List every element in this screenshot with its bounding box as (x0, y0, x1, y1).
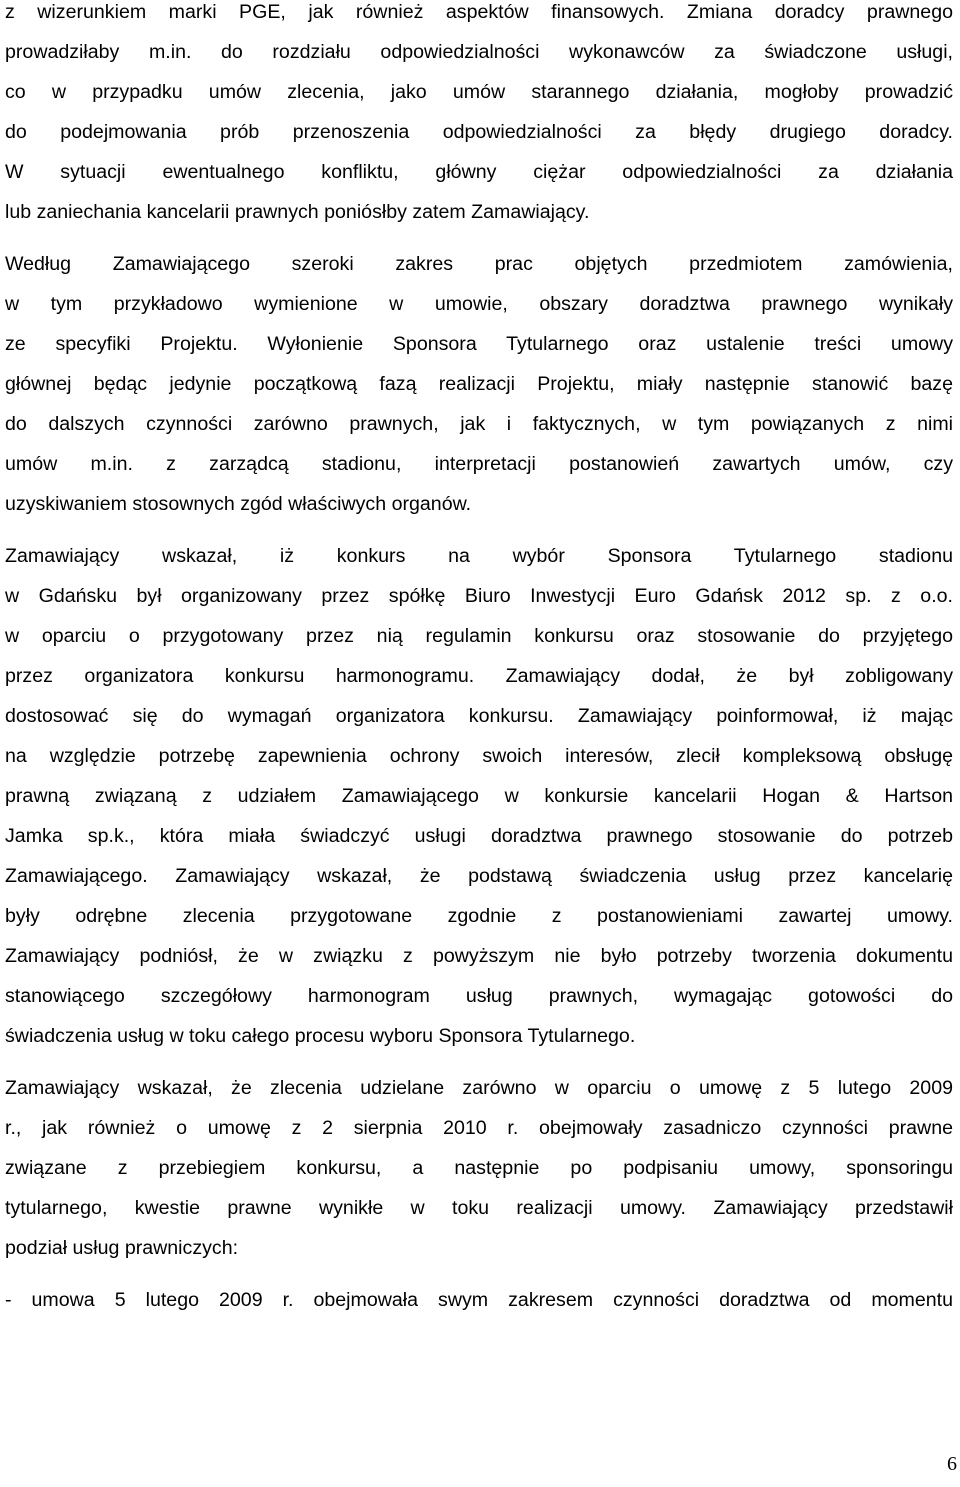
text-line: Zamawiający podniósł, że w związku z powyższym nie było potrzeby tworzenia dokumentu (5, 945, 953, 967)
text-line: związane z przebiegiem konkursu, a następnie po podpisaniu umowy, sponsoringu (5, 1157, 953, 1179)
text-line: w oparciu o przygotowany przez nią regulamin konkursu oraz stosowanie do przyjętego (5, 625, 953, 647)
text-line: Jamka sp.k., która miała świadczyć usługi doradztwa prawnego stosowanie do potrzeb (5, 825, 953, 847)
document-page (5, 0, 953, 1320)
paragraph-scope-of-work (5, 244, 953, 524)
text-line: dostosować się do wymagań organizatora konkursu. Zamawiający poinformował, iż mając (5, 705, 953, 727)
page-number: 6 (947, 1453, 957, 1475)
text-line: do dalszych czynności zarówno prawnych, jak i faktycznych, w tym powiązanych z nimi (5, 413, 953, 435)
text-line: stanowiącego szczegółowy harmonogram usług prawnych, wymagając gotowości do (5, 985, 953, 1007)
text-line: Zamawiający wskazał, iż konkurs na wybór Sponsora Tytularnego stadionu (5, 545, 953, 567)
text-line: prowadziłaby m.in. do rozdziału odpowiedzialności wykonawców za świadczone usługi, (5, 41, 953, 63)
text-line: z wizerunkiem marki PGE, jak również aspektów finansowych. Zmiana doradcy prawnego (5, 1, 953, 23)
text-line: - umowa 5 lutego 2009 r. obejmowała swym zakresem czynności doradztwa od momentu (5, 1289, 953, 1311)
text-line: prawną związaną z udziałem Zamawiającego w konkursie kancelarii Hogan & Hartson (5, 785, 953, 807)
text-line: tytularnego, kwestie prawne wynikłe w toku realizacji umowy. Zamawiający przedstawił (5, 1197, 953, 1219)
text-line: r., jak również o umowę z 2 sierpnia 2010 r. obejmowały zasadniczo czynności prawne (5, 1117, 953, 1139)
text-line: W sytuacji ewentualnego konfliktu, główny ciężar odpowiedzialności za działania (5, 161, 953, 183)
text-line: podział usług prawniczych: (5, 1237, 239, 1259)
paragraph-pge-image-risk (5, 0, 953, 232)
text-line: uzyskiwaniem stosownych zgód właściwych organów. (5, 493, 472, 515)
text-line: w tym przykładowo wymienione w umowie, obszary doradztwa prawnego wynikały (5, 293, 953, 315)
text-line: ze specyfiki Projektu. Wyłonienie Sponsora Tytularnego oraz ustalenie treści umowy (5, 333, 953, 355)
text-line: do podejmowania prób przenoszenia odpowiedzialności za błędy drugiego doradcy. (5, 121, 953, 143)
text-line: co w przypadku umów zlecenia, jako umów starannego działania, mogłoby prowadzić (5, 81, 953, 103)
text-line: przez organizatora konkursu harmonogramu. Zamawiający dodał, że był zobligowany (5, 665, 953, 687)
text-line: Według Zamawiającego szeroki zakres prac objętych przedmiotem zamówienia, (5, 253, 953, 275)
text-line: głównej będąc jedynie początkową fazą realizacji Projektu, miały następnie stanowić bazę (5, 373, 953, 395)
text-line: lub zaniechania kancelarii prawnych poniósłby zatem Zamawiający. (5, 201, 590, 223)
text-line: w Gdańsku był organizowany przez spółkę Biuro Inwestycji Euro Gdańsk 2012 sp. z o.o. (5, 585, 953, 607)
text-line: Zamawiający wskazał, że zlecenia udzielane zarówno w oparciu o umowę z 5 lutego 2009 (5, 1077, 953, 1099)
text-line: świadczenia usług w toku całego procesu wyboru Sponsora Tytularnego. (5, 1025, 636, 1047)
text-line: były odrębne zlecenia przygotowane zgodnie z postanowieniami zawartej umowy. (5, 905, 953, 927)
paragraph-contract-orders (5, 1068, 953, 1268)
paragraph-sponsor-contest (5, 536, 953, 1056)
text-line: umów m.in. z zarządcą stadionu, interpretacji postanowień zawartych umów, czy (5, 453, 953, 475)
text-line: Zamawiającego. Zamawiający wskazał, że podstawą świadczenia usług przez kancelarię (5, 865, 953, 887)
text-line: na względzie potrzebę zapewnienia ochrony swoich interesów, zlecił kompleksową obsługę (5, 745, 953, 767)
list-item-contract-2009 (5, 1280, 953, 1320)
